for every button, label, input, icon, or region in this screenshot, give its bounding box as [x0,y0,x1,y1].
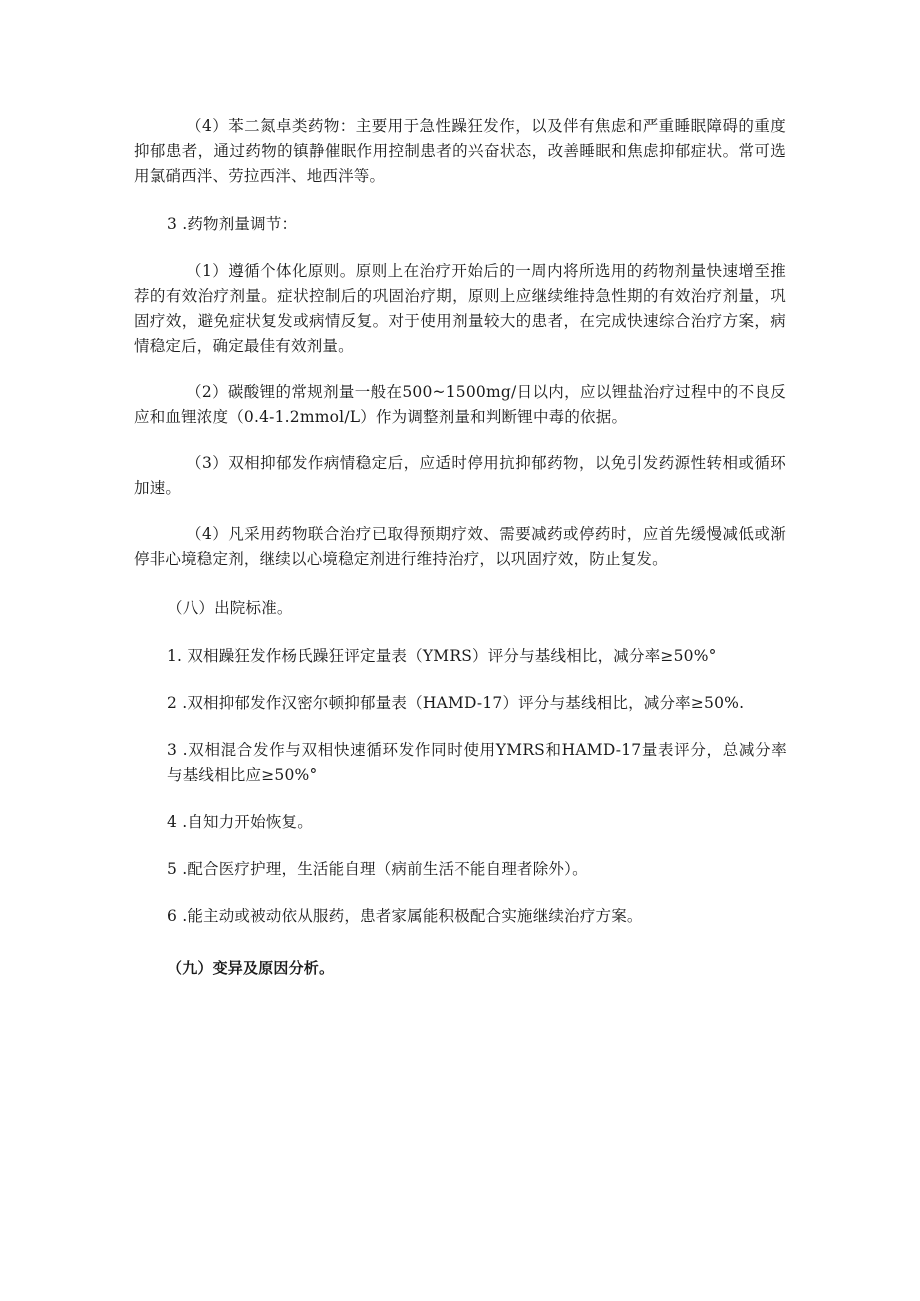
paragraph-lithium-dose: （2）碳酸锂的常规剂量一般在500~1500mg/日以内，应以锂盐治疗过程中的不良反应和血锂浓度（0.4-1.2mmol∕L）作为调整剂量和判断锂中毒的依据。 [134,383,786,426]
list-item-discharge-2: 2 .双相抑郁发作汉密尔顿抑郁量表（HAMD-17）评分与基线相比，减分率≥50%. [167,694,745,712]
paragraph-benzodiazepines: （4）苯二氮卓类药物：主要用于急性躁狂发作，以及伴有焦虑和严重睡眠障碍的重度抑郁患者，通过药物的镇静催眠作用控制患者的兴奋状态，改善睡眠和焦虑抑郁症状。常可选用氯硝西泮、劳拉西泮、地西泮等。 [134,117,786,185]
heading-dose-adjustment: 3 .药物剂量调节： [167,215,298,233]
heading-variation-analysis: （九）变异及原因分析。 [167,959,335,977]
paragraph-individualized-principle: （1）遵循个体化原则。原则上在治疗开始后的一周内将所选用的药物剂量快速增至推荐的有效治疗剂量。症状控制后的巩固治疗期，原则上应继续维持急性期的有效治疗剂量，巩固疗效，避免症状复发或病情反复。对于使用剂量较大的患者，在完成快速综合治疗方案，病情稳定后，确定最佳有效剂量。 [134,262,786,355]
list-item-discharge-4: 4 .自知力开始恢复。 [167,813,313,831]
paragraph-combination-therapy: （4）凡采用药物联合治疗已取得预期疗效、需要减药或停药时，应首先缓慢减低或渐停非心境稳定剂，继续以心境稳定剂进行维持治疗，以巩固疗效，防止复发。 [134,525,786,568]
paragraph-antidepressant-stop: （3）双相抑郁发作病情稳定后，应适时停用抗抑郁药物，以免引发药源性转相或循环加速。 [134,454,786,497]
list-item-discharge-3: 3 .双相混合发作与双相快速循环发作同时使用YMRS和HAMD-17量表评分，总减分率与基线相比应≥50%° [167,741,787,784]
list-item-discharge-5: 5 .配合医疗护理，生活能自理（病前生活不能自理者除外）。 [167,860,588,878]
list-item-discharge-1: 1. 双相躁狂发作杨氏躁狂评定量表（YMRS）评分与基线相比，减分率≥50%° [167,647,717,665]
heading-discharge-criteria: （八）出院标准。 [167,599,293,617]
list-item-discharge-6: 6 .能主动或被动依从服药，患者家属能积极配合实施继续治疗方案。 [167,907,643,925]
